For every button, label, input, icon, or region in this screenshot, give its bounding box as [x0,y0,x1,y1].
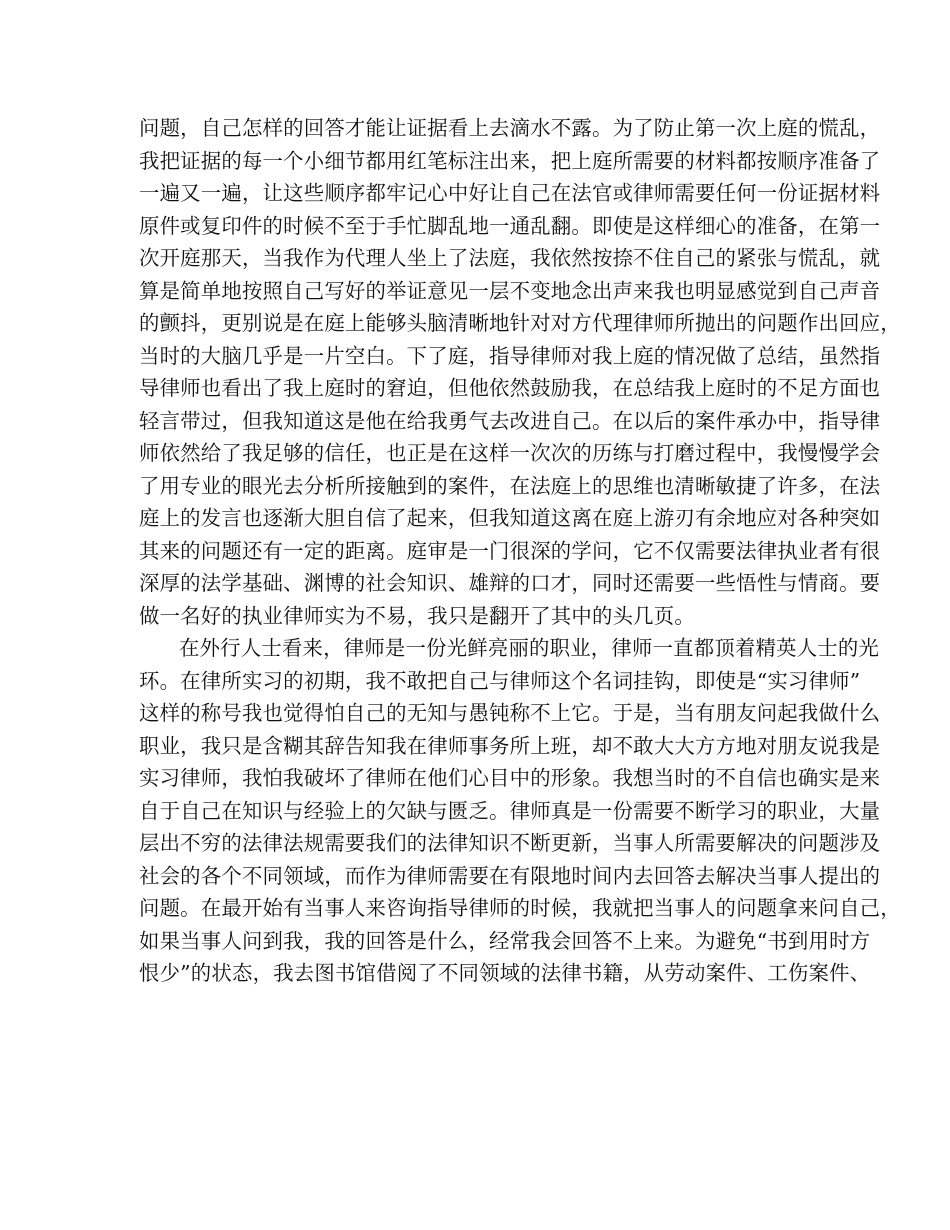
text-line: 原件或复印件的时候不至于手忙脚乱地一通乱翻。即使是这样细心的准备，在第一 [139,213,881,238]
text-line: 环。在律所实习的初期，我不敢把自己与律师这个名词挂钩，即使是“实习律师” [139,668,861,693]
text-line: 自于自己在知识与经验上的欠缺与匮乏。律师真是一份需要不断学习的职业，大量 [139,798,881,823]
text-line: 实习律师，我怕我破坏了律师在他们心目中的形象。我想当时的不自信也确实是来 [139,766,881,790]
text-line: 社会的各个不同领域，而作为律师需要在有限地时间内去回答去解决当事人提出的 [139,863,881,888]
text-line: 这样的称号我也觉得怕自己的无知与愚钝称不上它。于是，当有朋友问起我做什么 [139,701,881,725]
paragraph-2 [139,632,901,990]
text-line: 算是简单地按照自己写好的举证意见一层不变地念出声来我也明显感觉到自己声音 [139,278,881,303]
text-line: 当时的大脑几乎是一片空白。下了庭，指导律师对我上庭的情况做了总结，虽然指 [139,343,881,368]
text-line: 层出不穷的法律法规需要我们的法律知识不断更新，当事人所需要解决的问题涉及 [139,831,881,855]
text-line: 的颤抖，更别说是在庭上能够头脑清晰地针对对方代理律师所抛出的问题作出回应， [139,311,901,335]
text-line: 问题，自己怎样的回答才能让证据看上去滴水不露。为了防止第一次上庭的慌乱， [139,116,881,140]
text-line: 问题。在最开始有当事人来咨询指导律师的时候，我就把当事人的问题拿来问自己， [139,896,901,920]
text-line-indented: 在外行人士看来，律师是一份光鲜亮丽的职业，律师一直都顶着精英人士的光 [179,636,880,660]
text-line: 其来的问题还有一定的距离。庭审是一门很深的学问，它不仅需要法律执业者有很 [139,538,881,563]
text-line: 深厚的法学基础、渊博的社会知识、雄辩的口才，同时还需要一些悟性与情商。要 [139,571,881,595]
text-line: 轻言带过，但我知道这是他在给我勇气去改进自己。在以后的案件承办中，指导律 [139,408,881,433]
paragraph-1 [139,112,901,632]
text-line: 导律师也看出了我上庭时的窘迫，但他依然鼓励我，在总结我上庭时的不足方面也 [139,376,881,400]
text-line: 师依然给了我足够的信任，也正是在这样一次次的历练与打磨过程中，我慢慢学会 [139,441,881,465]
text-line: 恨少”的状态，我去图书馆借阅了不同领域的法律书籍，从劳动案件、工伤案件、 [139,961,871,985]
document-body [139,112,901,990]
text-line: 了用专业的眼光去分析所接触到的案件，在法庭上的思维也清晰敏捷了许多，在法 [139,473,881,498]
text-line: 如果当事人问到我，我的回答是什么，经常我会回答不上来。为避免“书到用时方 [139,928,871,953]
text-line: 庭上的发言也逐渐大胆自信了起来，但我知道这离在庭上游刃有余地应对各种突如 [139,506,881,530]
text-line: 做一名好的执业律师实为不易，我只是翻开了其中的头几页。 [139,603,695,628]
text-line: 我把证据的每一个小细节都用红笔标注出来，把上庭所需要的材料都按顺序准备了 [139,148,881,173]
text-line: 一遍又一遍，让这些顺序都牢记心中好让自己在法官或律师需要任何一份证据材料 [139,181,881,205]
text-line: 职业，我只是含糊其辞告知我在律师事务所上班，却不敢大大方方地对朋友说我是 [139,733,881,758]
text-line: 次开庭那天，当我作为代理人坐上了法庭，我依然按捺不住自己的紧张与慌乱，就 [139,246,881,270]
